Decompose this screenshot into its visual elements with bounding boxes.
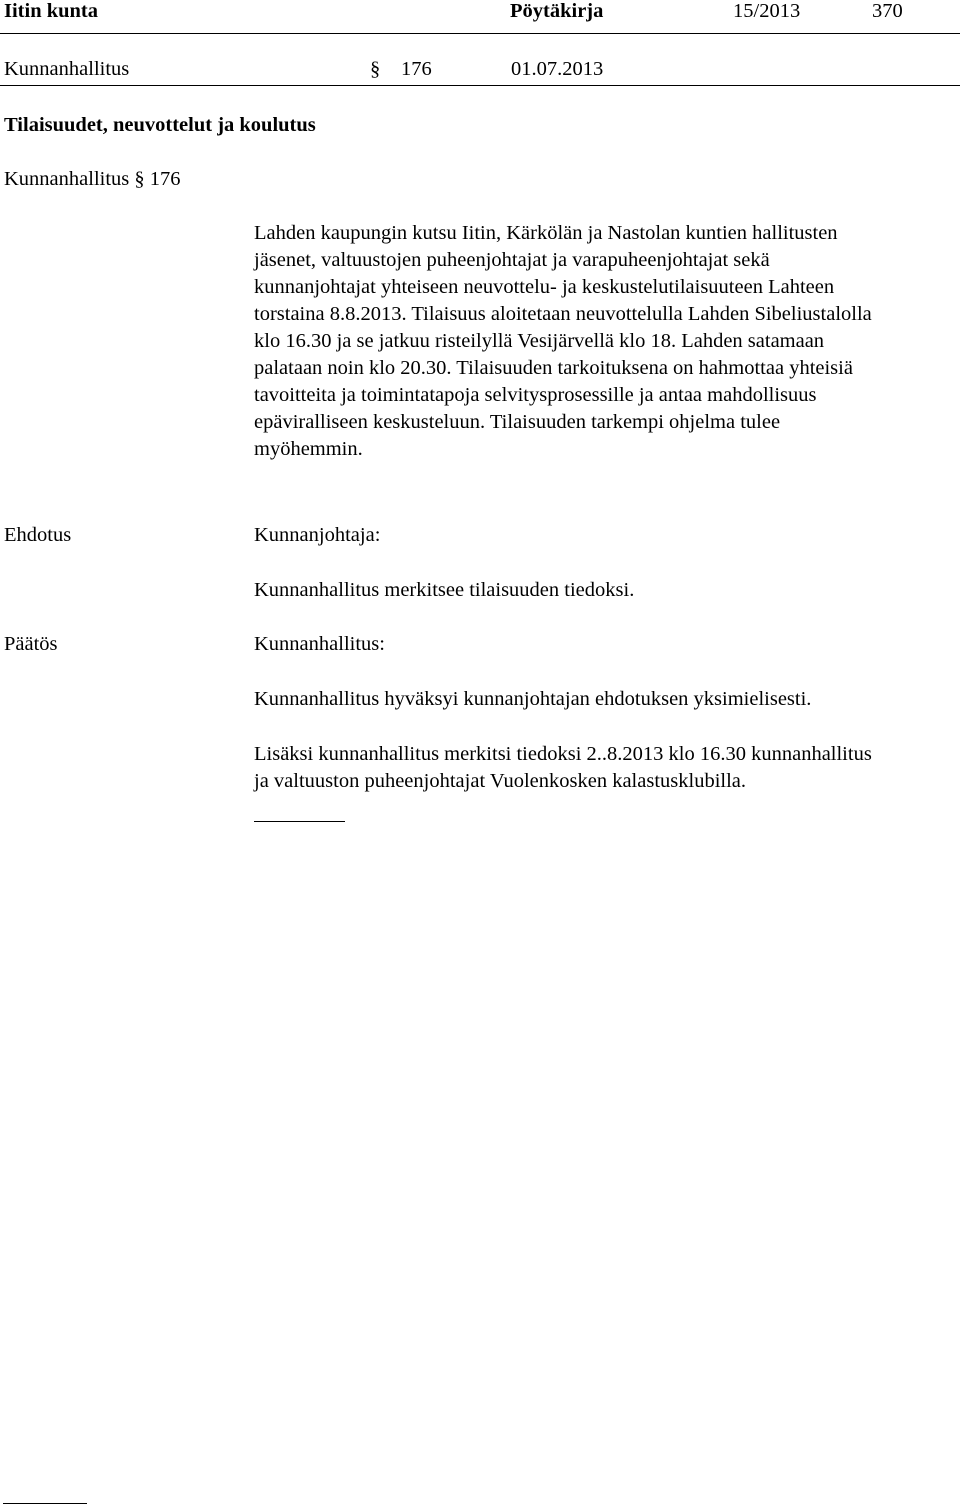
body-line-9: myöhemmin.	[254, 438, 363, 460]
body-line-8: epäviralliseen keskusteluun. Tilaisuuden tarkempi ohjelma tulee	[254, 411, 781, 433]
meeting-date: 01.07.2013	[511, 58, 604, 80]
proposal-label: Ehdotus	[4, 524, 72, 546]
section-reference-number: 176	[149, 168, 181, 190]
municipality-name: Iitin kunta	[4, 0, 99, 22]
document-type: Pöytäkirja	[510, 0, 604, 22]
footer-rule	[3, 1503, 87, 1504]
decision-decider: Kunnanhallitus:	[254, 633, 385, 655]
meeting-body: Kunnanhallitus	[4, 58, 130, 80]
body-line-7: tavoitteita ja toimintatapoja selvitysprosessille ja antaa mahdollisuus	[254, 384, 817, 406]
proposal-text: Kunnanhallitus merkitsee tilaisuuden tiedoksi.	[254, 579, 635, 601]
subheader-divider	[0, 85, 960, 86]
section-end-rule	[254, 821, 345, 822]
body-line-2: jäsenet, valtuustojen puheenjohtajat ja varapuheenjohtajat sekä	[254, 249, 770, 271]
section-reference	[4, 166, 181, 193]
proposal-proposer: Kunnanjohtaja:	[254, 524, 381, 546]
section-title: Tilaisuudet, neuvottelut ja koulutus	[4, 114, 316, 136]
body-line-4: torstaina 8.8.2013. Tilaisuus aloitetaan neuvottelulla Lahden Sibeliustalolla	[254, 303, 872, 325]
header-divider	[0, 33, 960, 34]
section-mark-icon: §	[370, 58, 381, 80]
section-reference-body: Kunnanhallitus	[4, 168, 130, 190]
decision-label: Päätös	[4, 633, 58, 655]
document-number: 15/2013	[733, 0, 801, 22]
body-line-3: kunnanjohtajat yhteiseen neuvottelu- ja keskustelutilaisuuteen Lahteen	[254, 276, 835, 298]
body-line-6: palataan noin klo 20.30. Tilaisuuden tarkoituksena on hahmottaa yhteisiä	[254, 357, 853, 379]
page-number: 370	[872, 0, 903, 22]
section-reference-mark-icon: §	[134, 168, 145, 190]
body-line-1: Lahden kaupungin kutsu Iitin, Kärkölän ja Nastolan kuntien hallitusten	[254, 222, 838, 244]
body-line-5: klo 16.30 ja se jatkuu risteilyllä Vesijärvellä klo 18. Lahden satamaan	[254, 330, 825, 352]
decision-text: Kunnanhallitus hyväksyi kunnanjohtajan ehdotuksen yksimielisesti.	[254, 688, 812, 710]
decision-additional-line-1: Lisäksi kunnanhallitus merkitsi tiedoksi 2..8.2013 klo 16.30 kunnanhallitus	[254, 743, 872, 765]
section-number: 176	[401, 58, 432, 80]
decision-additional-line-2: ja valtuuston puheenjohtajat Vuolenkosken kalastusklubilla.	[254, 770, 747, 792]
